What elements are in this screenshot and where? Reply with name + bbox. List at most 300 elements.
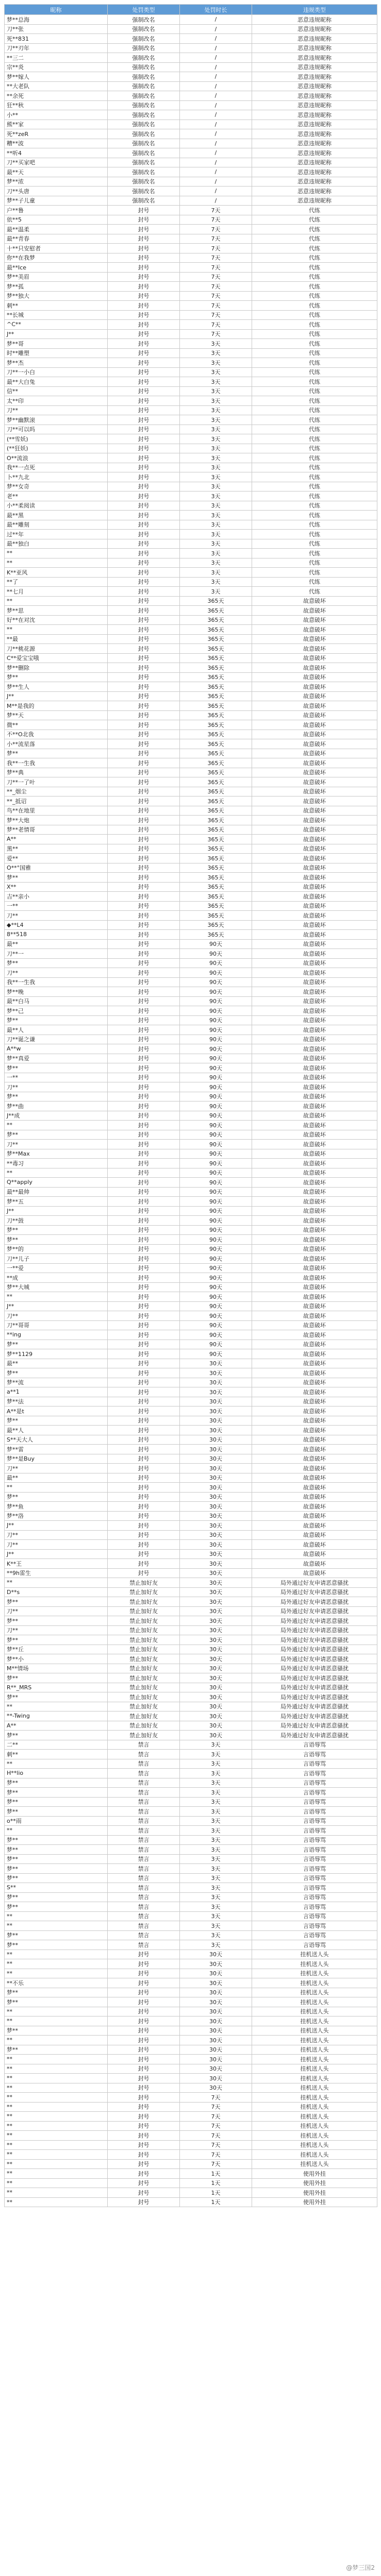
violation-type-cell: 局外通过好友申请恶意骚扰 [252, 1673, 377, 1683]
penalty-duration-cell: 3天 [180, 1854, 252, 1864]
penalty-duration-cell: 30天 [180, 1530, 252, 1540]
violation-type-cell: 故意破坏 [252, 1311, 377, 1321]
table-row [5, 2007, 377, 2016]
violation-type-cell: 故意破坏 [252, 1263, 377, 1273]
nickname-cell: 狂**秋 [5, 100, 108, 110]
penalty-duration-cell: 7天 [180, 215, 252, 225]
penalty-type-cell: 封号 [108, 996, 180, 1006]
violation-type-cell: 故意破坏 [252, 1168, 377, 1178]
violation-type-cell: 言语辱骂 [252, 1750, 377, 1759]
table-row [5, 2112, 377, 2122]
penalty-type-cell: 封号 [108, 1168, 180, 1178]
violation-type-cell: 故意破坏 [252, 1464, 377, 1473]
penalty-duration-cell: 30天 [180, 2045, 252, 2055]
penalty-duration-cell: 7天 [180, 2112, 252, 2122]
violation-type-cell: 言语辱骂 [252, 1854, 377, 1864]
penalty-duration-cell: 30天 [180, 1664, 252, 1673]
penalty-type-cell: 禁止加好友 [108, 1731, 180, 1740]
penalty-duration-cell: 3天 [180, 568, 252, 578]
violation-type-cell: 恶意违规昵称 [252, 129, 377, 139]
penalty-duration-cell: 30天 [180, 1597, 252, 1607]
nickname-cell: 梦**孤 [5, 282, 108, 292]
violation-type-cell: 故意破坏 [252, 1159, 377, 1168]
nickname-cell: 最**白马 [5, 996, 108, 1006]
penalty-duration-cell: 30天 [180, 1435, 252, 1445]
penalty-duration-cell: 3天 [180, 1873, 252, 1883]
table-row [5, 177, 377, 187]
violation-type-cell: 故意破坏 [252, 873, 377, 883]
penalty-type-cell: 封号 [108, 587, 180, 597]
violation-type-cell: 局外通过好友申请恶意骚扰 [252, 1587, 377, 1597]
table-row [5, 187, 377, 196]
nickname-cell: 梦**五 [5, 1197, 108, 1207]
nickname-cell: 过**年 [5, 530, 108, 539]
penalty-duration-cell: 1天 [180, 2197, 252, 2207]
penalty-type-cell: 封号 [108, 1320, 180, 1330]
violation-type-cell: 故意破坏 [252, 911, 377, 921]
penalty-type-cell: 封号 [108, 539, 180, 549]
nickname-cell: 最**青春 [5, 234, 108, 244]
penalty-type-cell: 封号 [108, 577, 180, 587]
nickname-cell: 最**最帅 [5, 1187, 108, 1197]
penalty-duration-cell: 7天 [180, 272, 252, 282]
nickname-cell: 梦**嫁人 [5, 72, 108, 82]
penalty-duration-cell: 7天 [180, 263, 252, 273]
nickname-cell: 一** [5, 1073, 108, 1082]
penalty-duration-cell: 90天 [180, 1121, 252, 1130]
nickname-cell: ** [5, 2150, 108, 2160]
penalty-duration-cell: 365天 [180, 758, 252, 768]
nickname-cell: **长城 [5, 310, 108, 320]
nickname-cell: 梦**幽默滚 [5, 415, 108, 425]
table-row [5, 1426, 377, 1435]
nickname-cell: 梦** [5, 873, 108, 883]
violation-type-cell: 代练 [252, 291, 377, 301]
table-row [5, 1082, 377, 1092]
table-row [5, 558, 377, 568]
table-row [5, 930, 377, 940]
penalty-duration-cell: 30天 [180, 1378, 252, 1387]
penalty-type-cell: 封号 [108, 882, 180, 892]
nickname-cell: 糟**波 [5, 139, 108, 148]
table-row [5, 1006, 377, 1016]
table-row [5, 1416, 377, 1426]
table-row [5, 530, 377, 539]
penalty-duration-cell: / [180, 24, 252, 34]
violation-type-cell: 故意破坏 [252, 949, 377, 959]
table-row [5, 1826, 377, 1836]
penalty-duration-cell: 30天 [180, 1654, 252, 1664]
penalty-duration-cell: / [180, 100, 252, 110]
violation-type-cell: 故意破坏 [252, 1426, 377, 1435]
penalty-type-cell: 封号 [108, 1140, 180, 1149]
table-row [5, 2064, 377, 2074]
nickname-cell: 梦**子儿童 [5, 196, 108, 206]
nickname-cell: 鸟**在地里 [5, 806, 108, 816]
penalty-type-cell: 封号 [108, 463, 180, 472]
table-row [5, 1035, 377, 1044]
penalty-type-cell: 封号 [108, 1216, 180, 1226]
penalty-duration-cell: 30天 [180, 1559, 252, 1569]
nickname-cell: 梦** [5, 1416, 108, 1426]
penalty-duration-cell: 3天 [180, 396, 252, 406]
table-row [5, 1311, 377, 1321]
table-row [5, 1168, 377, 1178]
table-row [5, 1892, 377, 1902]
penalty-type-cell: 封号 [108, 1206, 180, 1216]
penalty-duration-cell: 365天 [180, 796, 252, 806]
table-row [5, 1854, 377, 1864]
penalty-type-cell: 封号 [108, 672, 180, 682]
table-row [5, 2055, 377, 2064]
violation-type-cell: 使用外挂 [252, 2169, 377, 2179]
penalty-duration-cell: 1天 [180, 2178, 252, 2188]
violation-type-cell: 挂机送人头 [252, 1959, 377, 1969]
penalty-duration-cell: 30天 [180, 1464, 252, 1473]
penalty-type-cell: 封号 [108, 1054, 180, 1063]
nickname-cell: a**1 [5, 1387, 108, 1397]
table-row [5, 653, 377, 663]
violation-type-cell: 言语辱骂 [252, 1940, 377, 1950]
penalty-type-cell: 禁言 [108, 1921, 180, 1931]
penalty-type-cell: 封号 [108, 358, 180, 368]
violation-type-cell: 故意破坏 [252, 806, 377, 816]
nickname-cell: ◆**L4 [5, 920, 108, 930]
table-row [5, 968, 377, 978]
violation-type-cell: 局外通过好友申请恶意骚扰 [252, 1606, 377, 1616]
violation-type-cell: 恶意违规昵称 [252, 187, 377, 196]
penalty-type-cell: 封号 [108, 425, 180, 434]
violation-type-cell: 代练 [252, 549, 377, 558]
table-row [5, 1540, 377, 1550]
penalty-duration-cell: 3天 [180, 1797, 252, 1807]
violation-type-cell: 恶意违规昵称 [252, 24, 377, 34]
violation-type-cell: 恶意违规昵称 [252, 62, 377, 72]
header-violation-type: 违规类型 [252, 5, 377, 15]
violation-type-cell: 故意破坏 [252, 1492, 377, 1502]
table-row [5, 358, 377, 368]
penalty-type-cell: 封号 [108, 2121, 180, 2131]
violation-type-cell: 故意破坏 [252, 1111, 377, 1121]
penalty-type-cell: 封号 [108, 348, 180, 358]
penalty-type-cell: 封号 [108, 1273, 180, 1283]
violation-type-cell: 故意破坏 [252, 1301, 377, 1311]
table-row [5, 1711, 377, 1721]
nickname-cell: 最**温柔 [5, 225, 108, 234]
nickname-cell: 时**雕塑 [5, 348, 108, 358]
penalty-type-cell: 封号 [108, 1349, 180, 1359]
penalty-type-cell: 封号 [108, 691, 180, 701]
table-row [5, 367, 377, 377]
table-row [5, 739, 377, 749]
penalty-duration-cell: 30天 [180, 2007, 252, 2016]
penalty-duration-cell: 90天 [180, 1178, 252, 1188]
penalty-duration-cell: 30天 [180, 1997, 252, 2007]
penalty-type-cell: 封号 [108, 977, 180, 987]
penalty-type-cell: 强制改名 [108, 53, 180, 63]
nickname-cell: S**天大人 [5, 1435, 108, 1445]
table-row [5, 1664, 377, 1673]
nickname-cell: ** [5, 596, 108, 606]
violation-type-cell: 言语辱骂 [252, 1921, 377, 1931]
penalty-duration-cell: / [180, 148, 252, 158]
nickname-cell: 刀**可以吗 [5, 425, 108, 434]
penalty-type-cell: 封号 [108, 2045, 180, 2055]
penalty-type-cell: 强制改名 [108, 62, 180, 72]
table-row [5, 1216, 377, 1226]
penalty-type-cell: 封号 [108, 958, 180, 968]
violation-type-cell: 挂机送人头 [252, 2112, 377, 2122]
penalty-type-cell: 封号 [108, 1101, 180, 1111]
penalty-type-cell: 封号 [108, 806, 180, 816]
penalty-type-cell: 封号 [108, 1445, 180, 1454]
penalty-duration-cell: 3天 [180, 1892, 252, 1902]
nickname-cell: 卜**九北 [5, 472, 108, 482]
penalty-duration-cell: 90天 [180, 1140, 252, 1149]
penalty-duration-cell: 30天 [180, 1606, 252, 1616]
nickname-cell: 梦**大城 [5, 1282, 108, 1292]
table-row [5, 377, 377, 387]
table-row [5, 710, 377, 720]
nickname-cell: ** [5, 2007, 108, 2016]
violation-type-cell: 故意破坏 [252, 1149, 377, 1159]
violation-type-cell: 挂机送人头 [252, 2093, 377, 2103]
violation-type-cell: 代练 [252, 206, 377, 215]
penalty-duration-cell: 365天 [180, 596, 252, 606]
penalty-type-cell: 封号 [108, 625, 180, 635]
penalty-type-cell: 禁言 [108, 1816, 180, 1826]
violation-type-cell: 代练 [252, 339, 377, 349]
penalty-duration-cell: 3天 [180, 549, 252, 558]
violation-type-cell: 故意破坏 [252, 644, 377, 654]
penalty-type-cell: 封号 [108, 863, 180, 873]
violation-type-cell: 恶意违规昵称 [252, 158, 377, 167]
nickname-cell: 刀** [5, 1625, 108, 1635]
nickname-cell: A**是t [5, 1406, 108, 1416]
table-row [5, 263, 377, 273]
nickname-cell: ** [5, 1292, 108, 1302]
table-row [5, 701, 377, 711]
nickname-cell: 梦**大炮 [5, 816, 108, 825]
penalty-duration-cell: 3天 [180, 377, 252, 387]
violation-type-cell: 使用外挂 [252, 2178, 377, 2188]
penalty-duration-cell: 30天 [180, 1587, 252, 1597]
table-row [5, 835, 377, 844]
violation-type-cell: 恶意违规昵称 [252, 120, 377, 129]
penalty-duration-cell: 30天 [180, 1731, 252, 1740]
nickname-cell: ** [5, 1759, 108, 1769]
penalty-duration-cell: 3天 [180, 1788, 252, 1798]
table-row [5, 15, 377, 25]
nickname-cell: 梦** [5, 1835, 108, 1845]
table-row [5, 1731, 377, 1740]
nickname-cell: M**是我的 [5, 701, 108, 711]
nickname-cell: 刀** [5, 1464, 108, 1473]
violation-type-cell: 代练 [252, 272, 377, 282]
penalty-duration-cell: 1天 [180, 2188, 252, 2198]
nickname-cell: 刀** [5, 1311, 108, 1321]
table-row [5, 2074, 377, 2083]
nickname-cell: ** [5, 2112, 108, 2122]
table-row [5, 1950, 377, 1959]
violation-type-cell: 故意破坏 [252, 1549, 377, 1559]
penalty-duration-cell: 365天 [180, 739, 252, 749]
violation-type-cell: 挂机送人头 [252, 2121, 377, 2131]
violation-type-cell: 故意破坏 [252, 816, 377, 825]
penalty-duration-cell: 30天 [180, 1616, 252, 1626]
penalty-duration-cell: 3天 [180, 1750, 252, 1759]
penalty-duration-cell: / [180, 196, 252, 206]
nickname-cell: 梦** [5, 1864, 108, 1874]
penalty-type-cell: 禁言 [108, 1769, 180, 1778]
table-row [5, 329, 377, 339]
penalty-duration-cell: / [180, 167, 252, 177]
penalty-type-cell: 封号 [108, 405, 180, 415]
violation-type-cell: 故意破坏 [252, 1483, 377, 1493]
nickname-cell: ** [5, 2074, 108, 2083]
nickname-cell: 宗**炎 [5, 62, 108, 72]
table-row [5, 615, 377, 625]
nickname-cell: 梦** [5, 672, 108, 682]
penalty-duration-cell: 365天 [180, 777, 252, 787]
nickname-cell: 微** [5, 720, 108, 730]
violation-type-cell: 言语辱骂 [252, 1778, 377, 1788]
penalty-duration-cell: 90天 [180, 1092, 252, 1101]
table-row [5, 339, 377, 349]
table-row [5, 520, 377, 530]
table-row [5, 1492, 377, 1502]
penalty-type-cell: 封号 [108, 1559, 180, 1569]
table-row [5, 1988, 377, 1997]
violation-type-cell: 代练 [252, 396, 377, 406]
penalty-type-cell: 封号 [108, 835, 180, 844]
penalty-duration-cell: 30天 [180, 1511, 252, 1521]
penalty-duration-cell: 7天 [180, 225, 252, 234]
table-row [5, 1578, 377, 1588]
penalty-type-cell: 禁止加好友 [108, 1616, 180, 1626]
penalty-duration-cell: 3天 [180, 577, 252, 587]
penalty-table [4, 4, 377, 2207]
table-row [5, 272, 377, 282]
table-row [5, 1378, 377, 1387]
nickname-cell: 太**印 [5, 396, 108, 406]
penalty-type-cell: 封号 [108, 472, 180, 482]
table-row [5, 405, 377, 415]
violation-type-cell: 代练 [252, 434, 377, 444]
violation-type-cell: 故意破坏 [252, 1397, 377, 1406]
penalty-duration-cell: 30天 [180, 1359, 252, 1368]
penalty-duration-cell: 7天 [180, 2159, 252, 2169]
violation-type-cell: 故意破坏 [252, 615, 377, 625]
penalty-type-cell: 封号 [108, 1387, 180, 1397]
violation-type-cell: 故意破坏 [252, 1349, 377, 1359]
table-row [5, 816, 377, 825]
nickname-cell: 梦** [5, 1492, 108, 1502]
table-row [5, 606, 377, 616]
table-row [5, 1559, 377, 1569]
penalty-duration-cell: 90天 [180, 1025, 252, 1035]
table-row [5, 1769, 377, 1778]
nickname-cell: K**王 [5, 1559, 108, 1569]
violation-type-cell: 故意破坏 [252, 1054, 377, 1063]
violation-type-cell: 故意破坏 [252, 1292, 377, 1302]
nickname-cell: 梦**总海 [5, 15, 108, 25]
penalty-type-cell: 禁止加好友 [108, 1711, 180, 1721]
penalty-duration-cell: 365天 [180, 663, 252, 673]
penalty-type-cell: 强制改名 [108, 72, 180, 82]
table-row [5, 1864, 377, 1874]
nickname-cell: 刀**诞之谦 [5, 1035, 108, 1044]
penalty-duration-cell: 30天 [180, 1702, 252, 1711]
nickname-cell: 刀**刃年 [5, 43, 108, 53]
table-row [5, 892, 377, 902]
violation-type-cell: 挂机送人头 [252, 2159, 377, 2169]
table-row [5, 148, 377, 158]
penalty-type-cell: 封号 [108, 272, 180, 282]
penalty-duration-cell: 365天 [180, 691, 252, 701]
table-row [5, 301, 377, 311]
penalty-type-cell: 封号 [108, 749, 180, 758]
penalty-type-cell: 禁止加好友 [108, 1721, 180, 1731]
violation-type-cell: 故意破坏 [252, 977, 377, 987]
violation-type-cell: 故意破坏 [252, 1035, 377, 1044]
penalty-type-cell: 封号 [108, 644, 180, 654]
penalty-type-cell: 禁止加好友 [108, 1683, 180, 1692]
table-row [5, 539, 377, 549]
penalty-duration-cell: 90天 [180, 1282, 252, 1292]
nickname-cell: 户**鲁 [5, 206, 108, 215]
nickname-cell: A** [5, 835, 108, 844]
penalty-type-cell: 禁言 [108, 1807, 180, 1817]
penalty-type-cell: 封号 [108, 844, 180, 854]
table-row [5, 463, 377, 472]
penalty-type-cell: 封号 [108, 2131, 180, 2141]
table-row [5, 634, 377, 644]
nickname-cell: 梦** [5, 1902, 108, 1912]
violation-type-cell: 挂机送人头 [252, 1978, 377, 1988]
nickname-cell: ** [5, 2083, 108, 2093]
penalty-type-cell: 封号 [108, 1540, 180, 1550]
violation-type-cell: 局外通过好友申请恶意骚扰 [252, 1664, 377, 1673]
penalty-type-cell: 封号 [108, 816, 180, 825]
nickname-cell: 刀**鼓 [5, 1216, 108, 1226]
violation-type-cell: 故意破坏 [252, 901, 377, 911]
nickname-cell: 梦** [5, 1597, 108, 1607]
violation-type-cell: 局外通过好友申请恶意骚扰 [252, 1578, 377, 1588]
penalty-duration-cell: 365天 [180, 768, 252, 777]
table-row [5, 91, 377, 101]
penalty-type-cell: 封号 [108, 1464, 180, 1473]
penalty-type-cell: 封号 [108, 720, 180, 730]
nickname-cell: J** [5, 1206, 108, 1216]
violation-type-cell: 代练 [252, 482, 377, 492]
penalty-duration-cell: 30天 [180, 2064, 252, 2074]
violation-type-cell: 故意破坏 [252, 1511, 377, 1521]
violation-type-cell: 代练 [252, 587, 377, 597]
nickname-cell: 梦** [5, 1845, 108, 1855]
violation-type-cell: 恶意违规昵称 [252, 139, 377, 148]
nickname-cell: ^C** [5, 320, 108, 330]
violation-type-cell: 言语辱骂 [252, 1930, 377, 1940]
nickname-cell: 梦**删除 [5, 663, 108, 673]
nickname-cell: ** [5, 1969, 108, 1978]
table-row [5, 1263, 377, 1273]
nickname-cell: 我**一生我 [5, 758, 108, 768]
nickname-cell: **七月 [5, 587, 108, 597]
penalty-type-cell: 封号 [108, 520, 180, 530]
penalty-type-cell: 封号 [108, 1006, 180, 1016]
table-row [5, 806, 377, 816]
